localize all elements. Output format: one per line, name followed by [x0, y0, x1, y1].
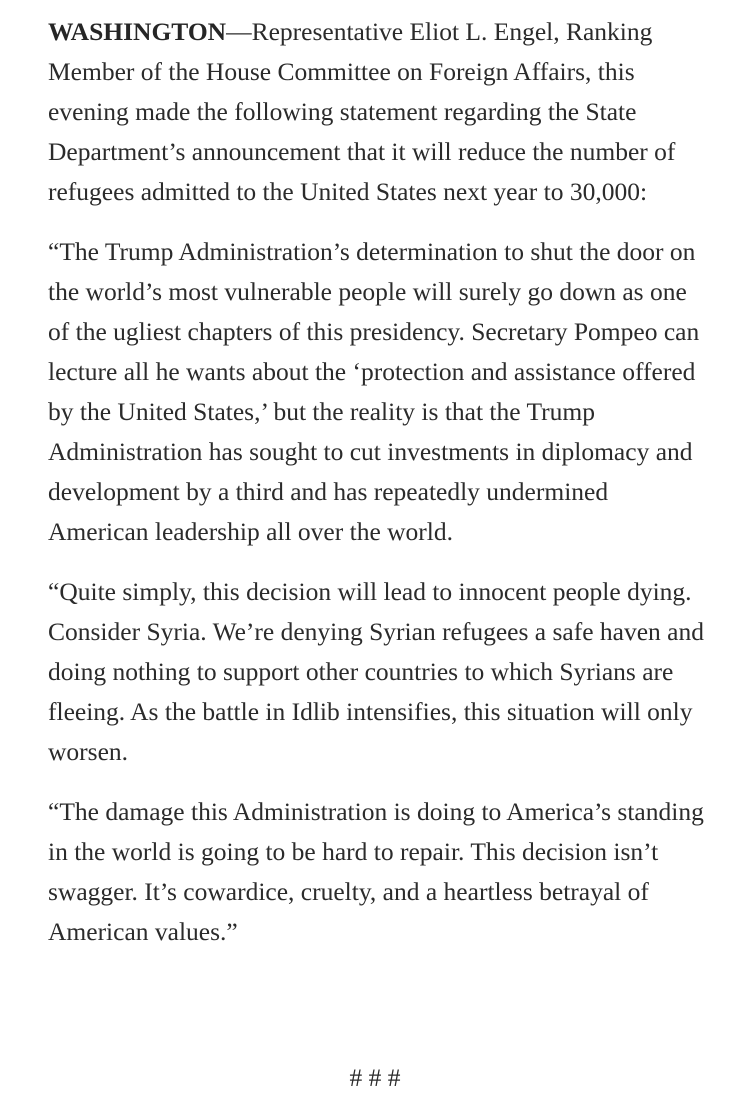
press-statement: [48, 12, 708, 972]
statement-paragraph: “Quite simply, this decision will lead to innocent people dying. Consider Syria. We’re denying Syrian refugees a safe haven and doing nothing to support other countries to which Syrians are fleeing. As the battle in Idlib intensifies, this situation will only worsen.: [48, 577, 705, 766]
statement-paragraph: “The damage this Administration is doing to America’s standing in the world is going to be hard to repair. This decision isn’t swagger. It’s cowardice, cruelty, and a heartless betrayal of American values.”: [48, 797, 704, 946]
intro-text: —Representative Eliot L. Engel, Ranking Member of the House Committee on Foreign Affairs, this evening made the following statement regarding the State Department’s announcement that it will reduce the number of refugees admitted to the United States next year to 30,000:: [48, 17, 676, 206]
dateline: WASHINGTON: [48, 17, 227, 46]
statement-paragraph: “The Trump Administration’s determination to shut the door on the world’s most vulnerable people will surely go down as one of the ugliest chapters of this presidency. Secretary Pompeo can lecture all he wants about the ‘protection and assistance offered by the United States,’ but the reality is that the Trump Administration has sought to cut investments in diplomacy and development by a third and has repeatedly undermined American leadership all over the world.: [48, 237, 700, 546]
intro-paragraph: [48, 12, 708, 212]
end-mark: # # #: [349, 1063, 401, 1092]
